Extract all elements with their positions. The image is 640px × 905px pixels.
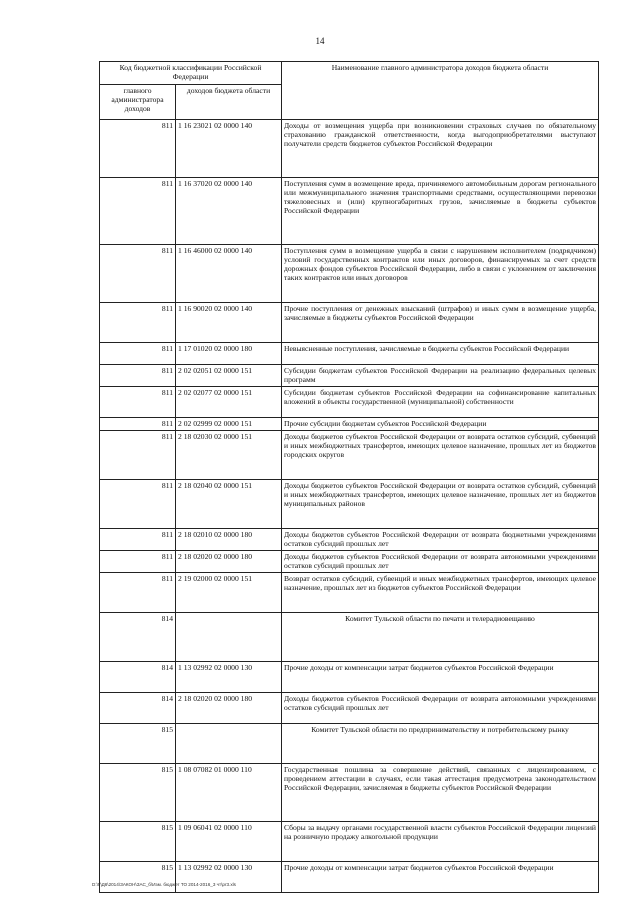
table-row <box>100 303 599 343</box>
revenue-code: 2 02 02077 02 0000 151 <box>176 387 282 418</box>
administrator-code: 815 <box>100 862 176 893</box>
administrator-code: 811 <box>100 303 176 343</box>
revenue-name: Государственная пошлина за совершение действий, связанных с лицензированием, с проведением аттестации в случаях, если такая аттестация предусмотрена законодательством Российской Федерации, зачисляемая в бюджеты субъектов Российской Федерации <box>282 764 599 822</box>
table-row <box>100 365 599 387</box>
table-row <box>100 387 599 418</box>
table-row <box>100 551 599 573</box>
revenue-name: Доходы бюджетов субъектов Российской Федерации от возврата автономными учреждениями остатков субсидий прошлых лет <box>282 693 599 724</box>
administrator-code: 811 <box>100 343 176 365</box>
administrator-code: 814 <box>100 662 176 693</box>
revenue-name: Субсидии бюджетам субъектов Российской Федерации на софинансирование капитальных вложений в объекты государственной (муниципальной) собственности <box>282 387 599 418</box>
administrator-code: 811 <box>100 387 176 418</box>
header-revenue: доходов бюджета области <box>176 85 282 120</box>
header-name: Наименование главного администратора доходов бюджета области <box>282 62 599 120</box>
administrator-code: 814 <box>100 693 176 724</box>
revenue-name: Доходы бюджетов субъектов Российской Федерации от возврата бюджетными учреждениями остатков субсидий прошлых лет <box>282 529 599 551</box>
revenue-name: Доходы бюджетов субъектов Российской Федерации от возврата остатков субсидий, субвенций и иных межбюджетных трансфертов, имеющих целевое назначение, прошлых лет из бюджетов городских округов <box>282 431 599 480</box>
header-code-group: Код бюджетной классификации Российской Федерации <box>100 62 282 85</box>
table-row <box>100 573 599 613</box>
revenue-name: Прочие субсидии бюджетам субъектов Российской Федерации <box>282 418 599 431</box>
revenue-code: 2 02 02051 02 0000 151 <box>176 365 282 387</box>
revenue-name: Прочие поступления от денежных взысканий (штрафов) и иных сумм в возмещение ущерба, зачисляемые в бюджеты субъектов Российской Федерации <box>282 303 599 343</box>
revenue-code: 1 16 90020 02 0000 140 <box>176 303 282 343</box>
revenue-code: 1 13 02992 02 0000 130 <box>176 662 282 693</box>
table-row <box>100 178 599 245</box>
revenue-name: Поступления сумм в возмещение ущерба в связи с нарушением исполнителем (подрядчиком) условий государственных контрактов или иных договоров, финансируемых за счет средств дорожных фондов субъектов Российской Федерации, либо в связи с уклонением от заключения таких контрактов или иных договоров <box>282 245 599 303</box>
administrator-code: 815 <box>100 764 176 822</box>
revenue-code <box>176 724 282 764</box>
revenue-name: Прочие доходы от компенсации затрат бюджетов субъектов Российской Федерации <box>282 662 599 693</box>
header-administrator: главного администратора доходов <box>100 85 176 120</box>
revenue-code: 2 18 02030 02 0000 151 <box>176 431 282 480</box>
table-row <box>100 693 599 724</box>
administrator-code: 811 <box>100 245 176 303</box>
revenue-code: 1 09 06041 02 0000 110 <box>176 822 282 862</box>
administrator-code: 815 <box>100 822 176 862</box>
table-row <box>100 662 599 693</box>
section-heading-row <box>100 724 599 764</box>
revenue-name: Прочие доходы от компенсации затрат бюджетов субъектов Российской Федерации <box>282 862 599 893</box>
table-row <box>100 343 599 365</box>
revenue-code: 2 02 02999 02 0000 151 <box>176 418 282 431</box>
revenue-name: Доходы бюджетов субъектов Российской Федерации от возврата остатков субсидий, субвенций и иных межбюджетных трансфертов, имеющих целевое назначение, прошлых лет из бюджетов муниципальных районов <box>282 480 599 529</box>
administrator-code: 814 <box>100 613 176 662</box>
administrator-code: 811 <box>100 573 176 613</box>
revenue-name: Возврат остатков субсидий, субвенций и иных межбюджетных трансфертов, имеющих целевое назначение, прошлых лет из бюджетов субъектов Российской Федерации <box>282 573 599 613</box>
revenue-code: 1 16 46000 02 0000 140 <box>176 245 282 303</box>
table-row <box>100 529 599 551</box>
table-row <box>100 480 599 529</box>
administrator-code: 811 <box>100 431 176 480</box>
revenue-code <box>176 613 282 662</box>
revenue-code: 1 16 23021 02 0000 140 <box>176 120 282 178</box>
revenue-code: 2 18 02020 02 0000 180 <box>176 551 282 573</box>
revenue-name: Сборы за выдачу органами государственной власти субъектов Российской Федерации лицензий на розничную продажу алкогольной продукции <box>282 822 599 862</box>
table-row <box>100 120 599 178</box>
table-row <box>100 822 599 862</box>
page-number: 14 <box>315 36 325 46</box>
table-row <box>100 431 599 480</box>
administrator-code: 811 <box>100 178 176 245</box>
table-header-row <box>100 62 599 85</box>
revenue-name: Доходы от возмещения ущерба при возникновении страховых случаев по обязательному страхованию гражданской ответственности, когда выгодоприобретателями выступают получатели средств бюджетов субъектов Российской Федерации <box>282 120 599 178</box>
revenue-code: 2 18 02010 02 0000 180 <box>176 529 282 551</box>
revenue-name: Невыясненные поступления, зачисляемые в бюджеты субъектов Российской Федерации <box>282 343 599 365</box>
administrator-code: 811 <box>100 418 176 431</box>
administrator-code: 811 <box>100 480 176 529</box>
revenue-administrators-table <box>99 61 599 893</box>
revenue-code: 2 19 02000 02 0000 151 <box>176 573 282 613</box>
table-row <box>100 764 599 822</box>
revenue-code: 1 17 01020 02 0000 180 <box>176 343 282 365</box>
table-row <box>100 418 599 431</box>
revenue-code: 2 18 02040 02 0000 151 <box>176 480 282 529</box>
revenue-code: 1 13 02992 02 0000 130 <box>176 862 282 893</box>
section-heading-row <box>100 613 599 662</box>
file-path-footer: D:\Г\Д6\2014\ЗАКОН\ЗАС_б\Изм. бюджет ТО 2014-2016_3 чт\pr3.xls <box>92 882 236 887</box>
revenue-name: Субсидии бюджетам субъектов Российской Федерации на реализацию федеральных целевых программ <box>282 365 599 387</box>
revenue-code: 1 08 07082 01 0000 110 <box>176 764 282 822</box>
committee-heading: Комитет Тульской области по печати и телерадиовещанию <box>282 613 599 662</box>
revenue-name: Поступления сумм в возмещение вреда, причиняемого автомобильным дорогам регионального или межмуниципального значения транспортными средствами, осуществляющими перевозки тяжеловесных и (или) крупногабаритных грузов, зачисляемые в бюджеты субъектов Российской Федерации <box>282 178 599 245</box>
revenue-code: 1 16 37020 02 0000 140 <box>176 178 282 245</box>
administrator-code: 815 <box>100 724 176 764</box>
table-row <box>100 245 599 303</box>
committee-heading: Комитет Тульской области по предпринимательству и потребительскому рынку <box>282 724 599 764</box>
table-row <box>100 862 599 893</box>
revenue-name: Доходы бюджетов субъектов Российской Федерации от возврата автономными учреждениями остатков субсидий прошлых лет <box>282 551 599 573</box>
administrator-code: 811 <box>100 120 176 178</box>
administrator-code: 811 <box>100 551 176 573</box>
administrator-code: 811 <box>100 529 176 551</box>
administrator-code: 811 <box>100 365 176 387</box>
revenue-code: 2 18 02020 02 0000 180 <box>176 693 282 724</box>
